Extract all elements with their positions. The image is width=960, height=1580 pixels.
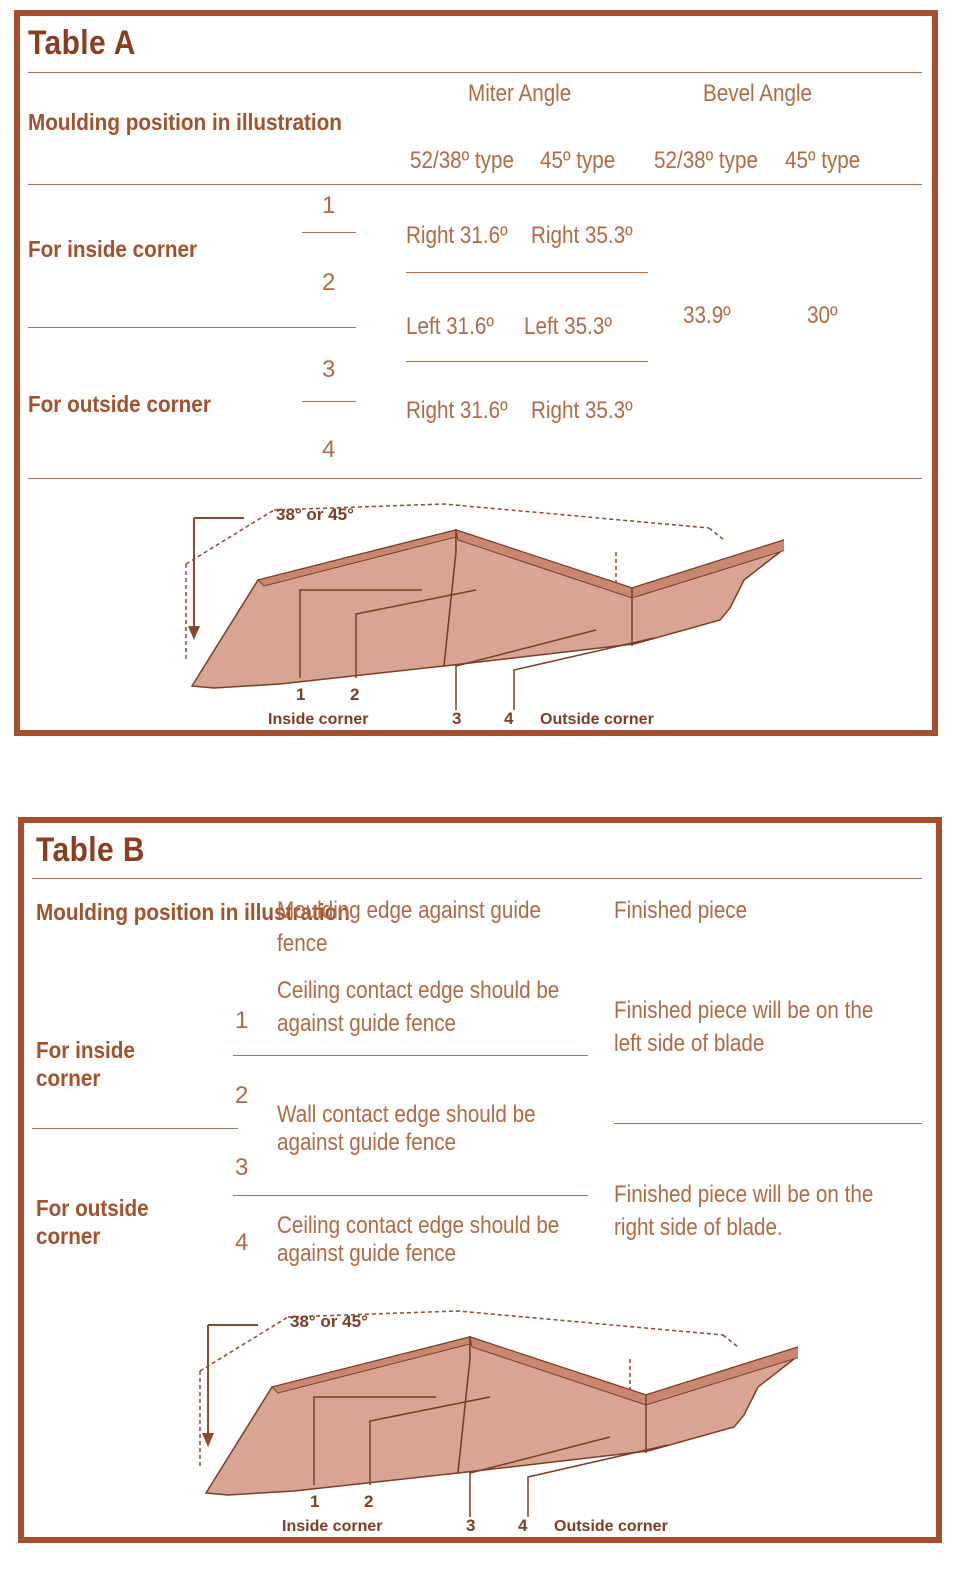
position-header-line1: Moulding position in illustration [36,899,350,925]
illustration-num-1: 1 [310,1492,320,1511]
position-4: 4 [322,436,336,463]
outside-corner-line1: For outside [36,1195,149,1221]
illustration-num-3: 3 [452,709,462,728]
miter-angle-header: Miter Angle [468,80,572,107]
edge-row3-line1: Ceiling contact edge should be [277,1212,560,1239]
miter-52-38-header: 52/38º type [410,147,514,174]
divider [32,1128,238,1129]
outside-corner-caption: Outside corner [554,1518,668,1535]
position-4: 4 [235,1229,249,1256]
divider [28,478,922,479]
arrow-head-icon [202,1433,214,1447]
inside-corner-label: For inside corner [28,236,198,262]
finished-row1-line2: left side of blade [614,1030,765,1057]
divider [28,184,922,185]
miter-45-header: 45º type [540,147,616,174]
miter-row1-45: Right 35.3º [531,222,633,249]
finished-row1-line1: Finished piece will be on the [614,997,874,1024]
position-1: 1 [322,192,336,219]
table-b-panel [18,817,942,1543]
outside-corner-caption: Outside corner [540,711,654,728]
outside-corner-line2: corner [36,1223,101,1249]
bevel-angle-header: Bevel Angle [703,80,813,107]
moulding-left [206,1337,470,1495]
illustration-num-2: 2 [350,685,360,704]
edge-row1-line2: against guide fence [277,1010,457,1037]
edge-row1-line1: Ceiling contact edge should be [277,977,560,1004]
divider [302,232,356,233]
angle-label: 38° or 45° [290,1312,368,1331]
divider [233,1055,588,1056]
edge-row2-line2: against guide fence [277,1129,457,1156]
illustration-num-2: 2 [364,1492,374,1511]
outside-corner-label: For outside corner [28,391,211,417]
edge-row2-line1: Wall contact edge should be [277,1101,536,1128]
position-header: Moulding position in illustration [28,109,342,135]
edge-header-line2: fence [277,930,328,957]
angle-label: 38° or 45° [276,505,354,524]
table-a-title: Table A [28,24,136,62]
bevel-45-value: 30º [807,302,838,329]
miter-row3-52-38: Right 31.6º [406,397,508,424]
miter-row3-45: Right 35.3º [531,397,633,424]
moulding-illustration [164,480,784,730]
position-1: 1 [235,1007,249,1034]
illustration-num-4: 4 [504,709,514,728]
divider [302,401,356,402]
divider [28,72,922,73]
finished-row2-line2: right side of blade. [614,1214,783,1241]
inside-corner-line1: For inside [36,1037,135,1063]
illustration-num-4: 4 [518,1516,528,1535]
divider [28,327,356,328]
arrow-head-icon [188,626,200,640]
inside-corner-caption: Inside corner [282,1518,383,1535]
finished-row2-line1: Finished piece will be on the [614,1181,874,1208]
bevel-52-38-header: 52/38º type [654,147,758,174]
divider [614,1123,922,1124]
inside-corner-line2: corner [36,1065,101,1091]
illustration-num-1: 1 [296,685,306,704]
moulding-left [192,530,456,688]
divider [406,361,648,362]
table-a-panel [14,10,938,736]
position-2: 2 [322,269,336,296]
edge-row3-line2: against guide fence [277,1240,457,1267]
divider [406,272,648,273]
position-2: 2 [235,1082,249,1109]
bevel-45-header: 45º type [785,147,861,174]
divider [32,878,922,879]
position-3: 3 [322,356,336,383]
edge-header-line1: Moulding edge against guide [277,897,541,924]
moulding-illustration [178,1287,798,1537]
divider [233,1195,588,1196]
position-3: 3 [235,1154,249,1181]
table-b-title: Table B [36,831,145,869]
miter-row2-45: Left 35.3º [524,313,612,340]
miter-row1-52-38: Right 31.6º [406,222,508,249]
bevel-52-38-value: 33.9º [683,302,731,329]
inside-corner-caption: Inside corner [268,711,369,728]
miter-row2-52-38: Left 31.6º [406,313,494,340]
illustration-num-3: 3 [466,1516,476,1535]
finished-header: Finished piece [614,897,748,924]
